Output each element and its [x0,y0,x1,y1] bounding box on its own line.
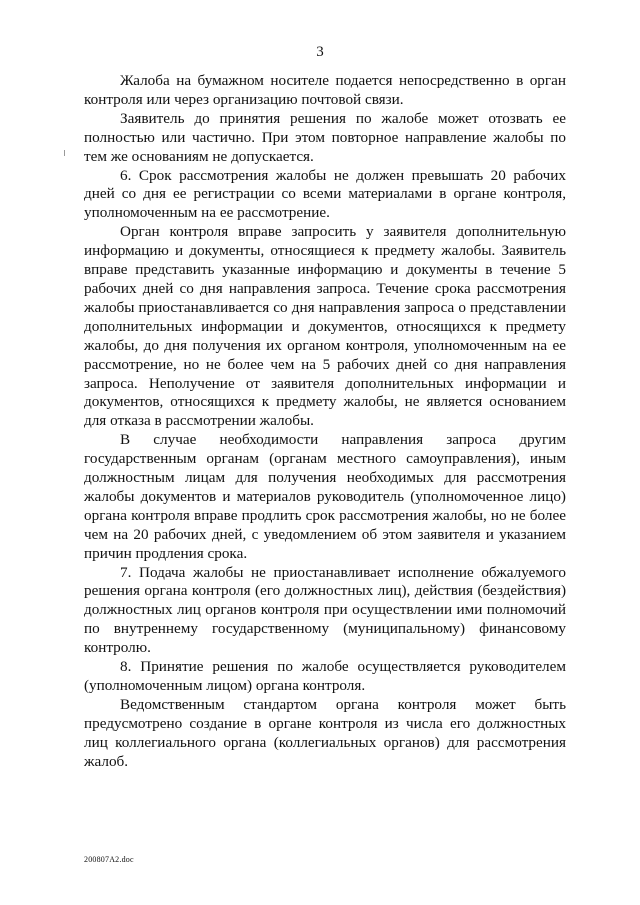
paragraph: Жалоба на бумажном носителе подается непосредственно в орган контроля или через организацию почтовой связи. [84,72,566,108]
paragraph: Ведомственным стандартом органа контроля может быть предусмотрено создание в органе контроля из числа его должностных лиц коллегиального органа (коллегиальных органов) для рассмотрения жалоб. [84,695,566,770]
footer-filename: 200807A2.doc [84,855,134,864]
page-number: 3 [316,44,324,60]
margin-mark [64,150,65,156]
paragraph: 7. Подача жалобы не приостанавливает исполнение обжалуемого решения органа контроля (его должностных лиц), действия (бездействия) должностных лиц органов контроля при осуществлении ими полномочий по внутреннему государственному (муниципальному) финансовому контролю. [84,563,566,657]
paragraph: Орган контроля вправе запросить у заявителя дополнительную информацию и документы, относящиеся к предмету жалобы. Заявитель вправе представить указанные информацию и документы в течение 5 рабочих дней со дня направления запроса. Течение срока рассмотрения жалобы приостанавливается со дня направления запроса о представлении дополнительных информации и документов, относящихся к предмету жалобы, до дня получения их органом контроля, уполномоченным на ее рассмотрение, но не более чем на 5 рабочих дней со дня направления запроса. Неполучение от заявителя дополнительных информации и документов, относящихся к предмету жалобы, не является основанием для отказа в рассмотрении жалобы. [84,223,566,430]
document-body [84,72,566,772]
paragraph: 6. Срок рассмотрения жалобы не должен превышать 20 рабочих дней со дня ее регистрации со всеми материалами в органе контроля, уполномоченным на ее рассмотрение. [84,166,566,222]
paragraph: Заявитель до принятия решения по жалобе может отозвать ее полностью или частично. При этом повторное направление жалобы по тем же основаниям не допускается. [84,109,566,165]
paragraph: В случае необходимости направления запроса другим государственным органам (органам местного самоуправления), иным должностным лицам для получения необходимых для рассмотрения жалобы документов и материалов руководитель (уполномоченное лицо) органа контроля вправе продлить срок рассмотрения жалобы, но не более чем на 20 рабочих дней, с уведомлением об этом заявителя и указанием причин продления срока. [84,431,566,562]
paragraph: 8. Принятие решения по жалобе осуществляется руководителем (уполномоченным лицом) органа контроля. [84,658,566,694]
